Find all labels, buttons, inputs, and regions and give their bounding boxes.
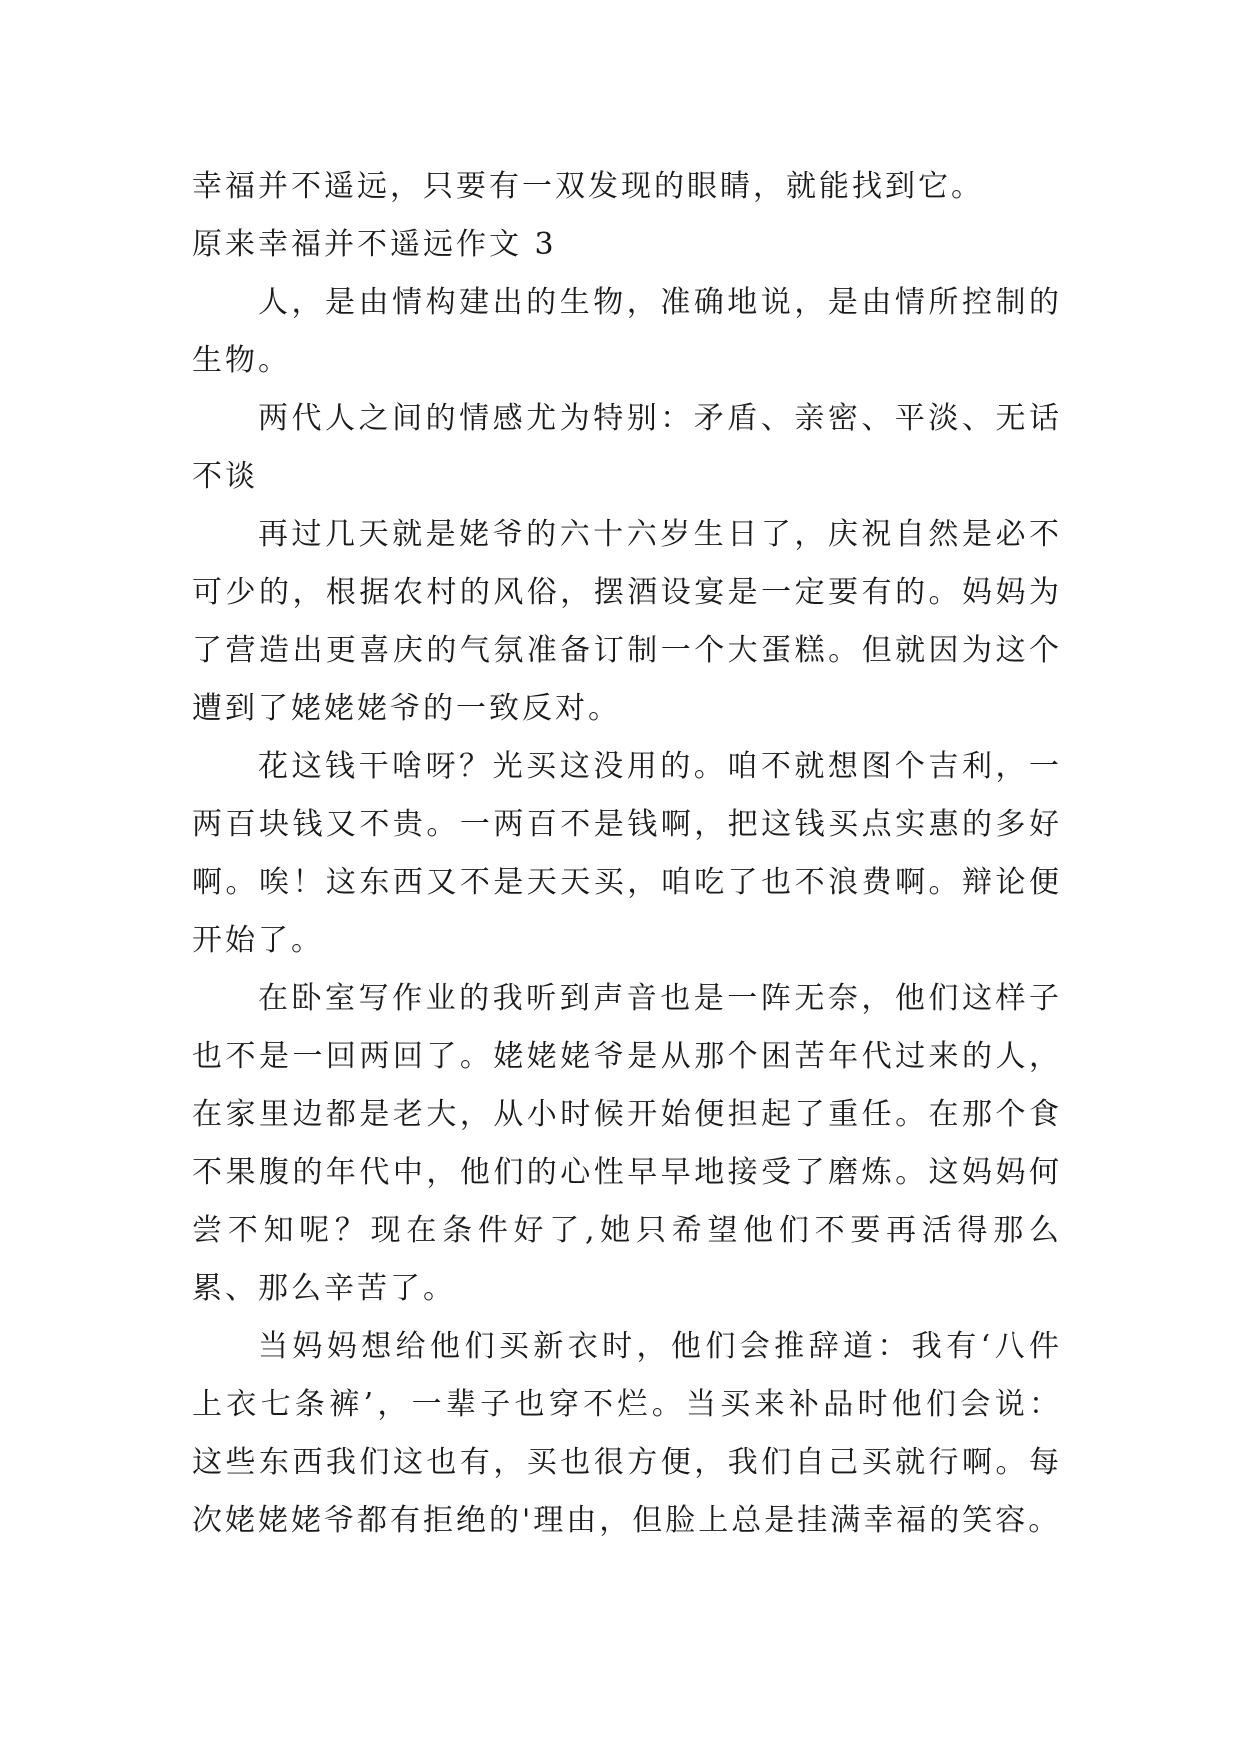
document-body bbox=[192, 158, 1062, 1550]
paragraph: 在卧室写作业的我听到声音也是一阵无奈，他们这样子也不是一回两回了。姥姥姥爷是从那个困苦年代过来的人，在家里边都是老大，从小时候开始便担起了重任。在那个食不果腹的年代中，他们的心性早早地接受了磨炼。这妈妈何尝不知呢？现在条件好了,她只希望他们不要再活得那么累、那么辛苦了。 bbox=[192, 981, 1062, 1306]
paragraph: 花这钱干啥呀？光买这没用的。咱不就想图个吉利，一两百块钱又不贵。一两百不是钱啊，把这钱买点实惠的多好啊。唉！这东西又不是天天买，咱吃了也不浪费啊。辩论便开始了。 bbox=[192, 749, 1062, 958]
section-heading: 原来幸福并不遥远作文 3 bbox=[192, 227, 557, 262]
paragraph: 再过几天就是姥爷的六十六岁生日了，庆祝自然是必不可少的，根据农村的风俗，摆酒设宴是一定要有的。妈妈为了营造出更喜庆的气氛准备订制一个大蛋糕。但就因为这个遭到了姥姥姥爷的一致反对。 bbox=[192, 517, 1062, 726]
paragraph-closing-line: 幸福并不遥远，只要有一双发现的眼睛，就能找到它。 bbox=[192, 169, 984, 204]
paragraph: 人，是由情构建出的生物，准确地说，是由情所控制的生物。 bbox=[192, 285, 1062, 378]
paragraph: 两代人之间的情感尤为特别：矛盾、亲密、平淡、无话不谈 bbox=[192, 401, 1062, 494]
paragraph: 当妈妈想给他们买新衣时，他们会推辞道：我有‘八件上衣七条裤’，一辈子也穿不烂。当买来补品时他们会说：这些东西我们这也有，买也很方便，我们自己买就行啊。每次姥姥姥爷都有拒绝的'理由，但脸上总是挂满幸福的笑容。 bbox=[192, 1329, 1062, 1538]
